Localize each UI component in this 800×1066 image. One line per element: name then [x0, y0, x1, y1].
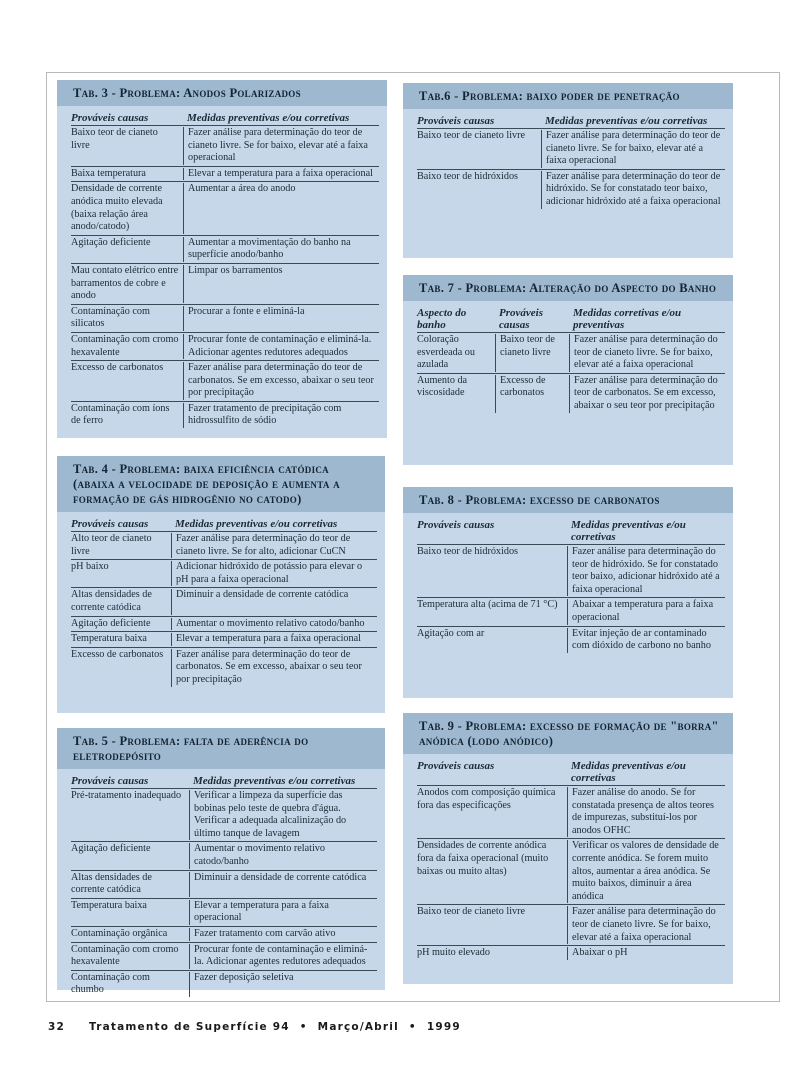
table-9: [403, 713, 733, 984]
table-cell: Aumento da viscosidade: [417, 374, 468, 399]
table-5-title: Tab. 5 - Problema: falta de aderência do eletrodepósito: [57, 728, 385, 769]
table-7-body: [403, 301, 733, 420]
table-9-body: [403, 754, 733, 967]
table-cell: Verificar a limpeza da superfície das bobinas pelo teste de quebra d'água. Verificar a adequada alcalinização do último tanque de lavagem: [189, 790, 377, 840]
table-7: [403, 275, 733, 465]
table-cell: Adicionar hidróxido de potássio para elevar o pH para a faixa operacional: [171, 561, 377, 586]
table-cell: pH muito elevado: [417, 947, 490, 959]
table-6: [403, 83, 733, 258]
table-cell: Contaminação orgânica: [71, 927, 168, 939]
table-cell: Agitação deficiente: [71, 617, 151, 629]
column-header-causes: Prováveis causas: [71, 518, 149, 530]
table-row: [417, 905, 725, 946]
table-row: [417, 333, 725, 374]
table-cell: Elevar a temperatura para a faixa operacional: [183, 168, 379, 181]
table-cell: pH baixo: [71, 561, 109, 573]
table-cell: Fazer análise para determinação do teor de carbonatos. Se em excesso, abaixar o seu teor por precipitação: [183, 362, 379, 400]
table-cell: Agitação deficiente: [71, 236, 151, 248]
table-6-header: [417, 115, 725, 129]
table-4-header: [71, 518, 377, 532]
table-cell: Densidade de corrente anódica muito elevada (baixa relação área anodo/catodo): [71, 183, 163, 233]
table-cell: Aumentar o movimento relativo catodo/banho: [171, 618, 377, 631]
column-header-measures: Medidas preventivas e/ou corretivas: [175, 518, 338, 530]
table-cell: Baixo teor de cianeto livre: [417, 130, 526, 141]
table-cell: Contaminação com cromo hexavalente: [71, 943, 179, 968]
table-cell: Pré-tratamento inadequado: [71, 790, 182, 801]
table-row: [71, 943, 377, 971]
table-row: [417, 627, 725, 654]
table-cell: Baixo teor de hidróxidos: [417, 546, 519, 557]
column-header-causes: Prováveis causas: [417, 115, 495, 127]
table-row: [71, 648, 377, 688]
column-header-measures: Medidas preventivas e/ou corretivas: [571, 760, 686, 784]
table-cell: Baixo teor de cianeto livre: [71, 127, 158, 151]
table-cell: Baixo teor de hidróxidos: [417, 170, 519, 182]
magazine-title: Tratamento de Superfície 94: [89, 1021, 290, 1033]
page-footer: [48, 1021, 461, 1033]
table-5-body: [57, 769, 385, 1004]
table-cell: Contaminação com íons de ferro: [71, 402, 170, 427]
table-row: [71, 333, 379, 361]
column-header-measures: Medidas preventivas e/ou corretivas: [193, 775, 356, 787]
table-9-title: Tab. 9 - Problema: excesso de formação de "borra" anódica (lodo anódico): [403, 713, 733, 754]
table-cell: Fazer análise para determinação do teor de cianeto livre. Se for baixo, elevar até a faixa operacional: [541, 130, 725, 168]
table-3-header: [71, 112, 379, 126]
table-row: [71, 588, 377, 616]
table-8-body: [403, 513, 733, 660]
table-cell: Baixo teor de cianeto livre: [417, 906, 526, 918]
table-row: [417, 786, 725, 839]
table-cell: Fazer tratamento com carvão ativo: [189, 928, 377, 941]
table-cell: Fazer deposição seletiva: [189, 972, 377, 997]
table-row: [417, 129, 725, 170]
table-cell: Abaixar o pH: [567, 947, 725, 960]
table-5: [57, 728, 385, 996]
footer-separator: •: [408, 1021, 417, 1033]
table-cell: Excesso de carbonatos: [71, 362, 164, 374]
table-row: [417, 839, 725, 905]
issue-year: 1999: [426, 1021, 461, 1033]
column-header-measures: Medidas preventivas e/ou corretivas: [571, 519, 686, 543]
column-header-causes: Prováveis causas: [71, 112, 149, 124]
table-cell: Fazer análise para determinação do teor de carbonatos. Se em excesso, abaixar o seu teor por precipitação: [569, 375, 725, 413]
table-row: [71, 126, 379, 167]
table-4: [57, 456, 385, 713]
table-row: [71, 789, 377, 842]
table-cell: Temperatura baixa: [71, 633, 147, 645]
footer-separator: •: [299, 1021, 308, 1033]
table-8-header: [417, 519, 725, 545]
table-cell: Procurar fonte de contaminação e eliminá-la. Adicionar agentes redutores adequados: [183, 334, 379, 359]
table-row: [71, 871, 377, 899]
table-cell: Excesso de carbonatos: [71, 648, 164, 660]
table-cell: Mau contato elétrico entre barramentos de cobre e anodo: [71, 264, 179, 302]
table-cell: Procurar a fonte e eliminá-la: [183, 306, 379, 331]
table-6-title: Tab.6 - Problema: baixo poder de penetração: [403, 83, 733, 109]
table-row: [417, 946, 725, 961]
table-row: [71, 236, 379, 264]
table-5-header: [71, 775, 377, 789]
table-7-title: Tab. 7 - Problema: Alteração do Aspecto do Banho: [403, 275, 733, 301]
table-row: [417, 545, 725, 598]
table-cell: Contaminação com silicatos: [71, 305, 150, 330]
table-cell: Baixo teor de cianeto livre: [495, 334, 569, 372]
issue-date: Março/Abril: [317, 1021, 399, 1033]
table-cell: Anodos com composição química fora das especificações: [417, 787, 556, 811]
table-cell: Agitação deficiente: [71, 843, 151, 855]
table-row: [71, 182, 379, 235]
table-cell: Elevar a temperatura para a faixa operacional: [171, 633, 377, 646]
table-cell: Abaixar a temperatura para a faixa operacional: [567, 599, 725, 624]
table-cell: Fazer análise para determinação do teor de hidróxido. Se for constatado teor baixo, adicionar hidróxido até a faixa operacional: [567, 546, 725, 596]
column-header-aspect: Aspecto do banho: [417, 307, 467, 331]
page-number: 32: [48, 1021, 66, 1033]
table-cell: Fazer análise para determinação do teor de cianeto livre. Se for baixo, elevar até a faixa operacional: [569, 334, 725, 372]
table-3-title: Tab. 3 - Problema: Anodos Polarizados: [57, 80, 387, 106]
table-cell: Densidades de corrente anódica fora da faixa operacional (muito baixas ou muito altas): [417, 840, 549, 877]
table-row: [71, 264, 379, 305]
table-cell: Fazer análise para determinação do teor de cianeto livre. Se for baixo, elevar até a faixa operacional: [183, 127, 379, 165]
table-cell: Contaminação com chumbo: [71, 971, 150, 996]
table-cell: Fazer análise para determinação do teor de cianeto livre. Se for alto, adicionar CuCN: [171, 533, 377, 558]
column-header-measures: Medidas preventivas e/ou corretivas: [187, 112, 350, 124]
table-cell: Agitação com ar: [417, 627, 485, 639]
table-cell: Altas densidades de corrente catódica: [71, 589, 152, 613]
table-cell: Fazer análise para determinação do teor de cianeto livre. Se for baixo, elevar até a faixa operacional: [567, 906, 725, 944]
table-9-header: [417, 760, 725, 786]
table-cell: Excesso de carbonatos: [495, 375, 569, 413]
table-cell: Procurar fonte de contaminação e eliminá-la. Adicionar agentes redutores adequados: [189, 944, 377, 969]
table-row: [417, 170, 725, 210]
table-cell: Altas densidades de corrente catódica: [71, 871, 152, 896]
table-cell: Contaminação com cromo hexavalente: [71, 333, 179, 358]
table-row: [417, 598, 725, 626]
table-row: [417, 374, 725, 414]
table-row: [71, 617, 377, 633]
table-cell: Elevar a temperatura para a faixa operacional: [189, 900, 377, 925]
table-cell: Fazer tratamento de precipitação com hidrossulfito de sódio: [183, 403, 379, 428]
column-header-causes: Prováveis causas: [499, 307, 543, 331]
table-cell: Alto teor de cianeto livre: [71, 533, 152, 557]
table-row: [71, 842, 377, 870]
column-header-causes: Prováveis causas: [417, 760, 495, 772]
table-cell: Evitar injeção de ar contaminado com dióxido de carbono no banho: [567, 628, 725, 653]
table-row: [71, 402, 379, 429]
table-4-body: [57, 512, 385, 694]
table-row: [71, 167, 379, 183]
column-header-measures: Medidas preventivas e/ou corretivas: [545, 115, 708, 127]
column-header-measures: Medidas corretivas e/ou preventivas: [573, 307, 682, 331]
table-cell: Fazer análise para determinação do teor de hidróxido. Se for constatado teor baixo, adicionar hidróxido até a faixa operacional: [541, 171, 725, 209]
table-cell: Fazer análise para determinação do teor de carbonatos. Se em excesso, abaixar o seu teor por precipitação: [171, 649, 377, 687]
table-row: [71, 899, 377, 927]
table-cell: Aumentar a área do anodo: [183, 183, 379, 233]
table-3-body: [57, 106, 387, 435]
table-cell: Aumentar o movimento relativo catodo/banho: [189, 843, 377, 868]
table-cell: Temperatura alta (acima de 71 °C): [417, 599, 558, 611]
table-row: [71, 971, 377, 998]
table-8-title: Tab. 8 - Problema: excesso de carbonatos: [403, 487, 733, 513]
table-6-body: [403, 109, 733, 216]
table-cell: Fazer análise do anodo. Se for constatada presença de altos teores de impurezas, substituí-los por anodos OFHC: [567, 787, 725, 837]
table-cell: Baixa temperatura: [71, 167, 146, 179]
table-row: [71, 632, 377, 648]
table-row: [71, 927, 377, 943]
table-cell: Limpar os barramentos: [183, 265, 379, 303]
table-cell: Coloração esverdeada ou azulada: [417, 334, 475, 371]
table-row: [71, 532, 377, 560]
table-cell: Aumentar a movimentação do banho na superfície anodo/banho: [183, 237, 379, 262]
table-cell: Verificar os valores de densidade de corrente anódica. Se forem muito altos, aumentar a área anódica. Se muito baixos, diminuir a área anódica: [567, 840, 725, 903]
table-4-title: Tab. 4 - Problema: baixa eficiência catódica (abaixa a velocidade de deposição e aumenta a formação de gás hidrogênio no catodo): [57, 456, 385, 512]
table-cell: Diminuir a densidade de corrente catódica: [171, 589, 377, 614]
table-row: [71, 361, 379, 402]
table-cell: Temperatura baixa: [71, 899, 147, 911]
table-7-header: [417, 307, 725, 333]
column-header-causes: Prováveis causas: [71, 775, 149, 787]
column-header-causes: Prováveis causas: [417, 519, 495, 531]
table-3: [57, 80, 387, 438]
table-8: [403, 487, 733, 698]
table-row: [71, 560, 377, 588]
table-cell: Diminuir a densidade de corrente catódica: [189, 872, 377, 897]
table-row: [71, 305, 379, 333]
